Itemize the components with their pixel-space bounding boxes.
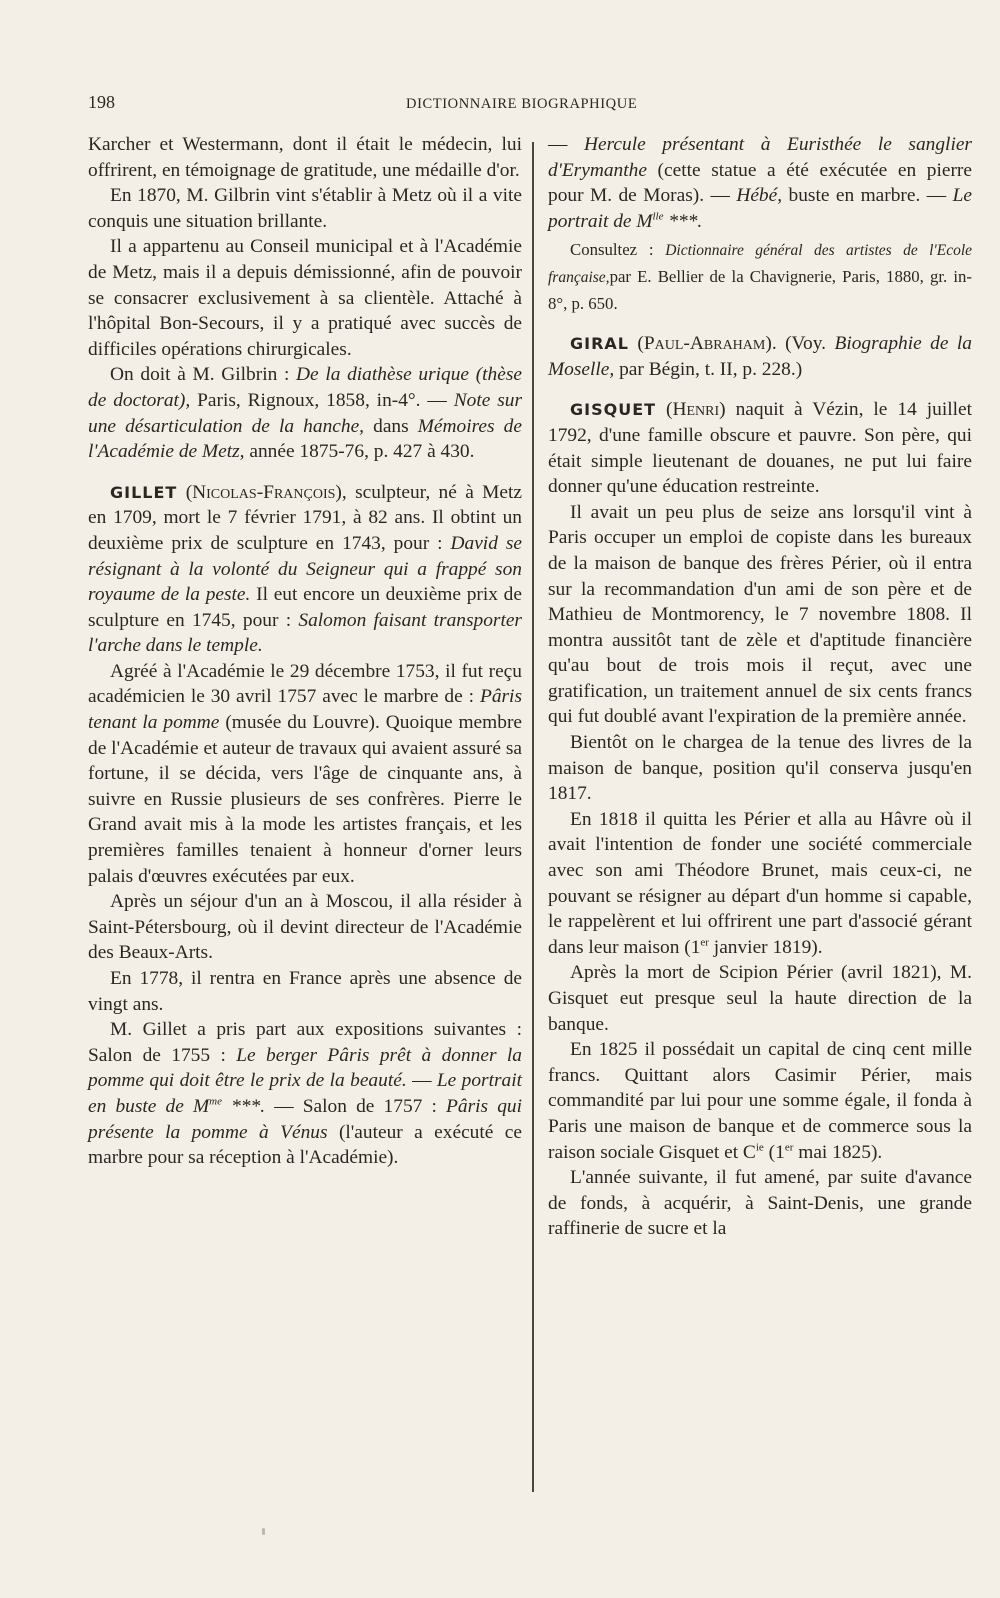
column-divider (532, 142, 534, 1492)
paragraph: Bientôt on le chargea de la tenue des livres de la maison de banque, position qu'il conserva jusqu'en 1817. (548, 732, 972, 805)
paragraph: En 1778, il rentra en France après une absence de vingt ans. (88, 968, 522, 1015)
entry-given-names: (Nicolas-François) (185, 481, 342, 503)
paragraph: Karcher et Westermann, dont il était le médecin, lui offrirent, en témoignage de gratitude, une médaille d'or. (88, 134, 522, 181)
paragraph: On doit à M. Gilbrin : De la diathèse urique (thèse de doctorat), Paris, Rignoux, 1858, in-4°. — Note sur une désarticulation de la hanche, dans Mémoires de l'Académie de Metz, année 1875-76, p. 427 à 430. (88, 364, 523, 463)
page-number: 198 (88, 92, 115, 112)
left-column (88, 132, 522, 1171)
paragraph: Agréé à l'Académie le 29 décembre 1753, il fut reçu académicien le 30 avril 1757 avec le marbre de : Pâris tenant la pomme (musée du Louvre). Quoique membre de l'Académie et auteur de travaux qui avaient assuré sa fortune, il se décida, vers l'âge de cinquante ans, à suivre en Russie plusieurs de ses confrères. Pierre le Grand avait mis à la mode les artistes français, et les premières familles tenaient à honneur d'orner leurs palais d'œuvres exécutées par eux. (88, 660, 523, 887)
paragraph: — Hercule présentant à Euristhée le sanglier d'Erymanthe (cette statue a été exécutée en pierre pour M. de Moras). — Hébé, buste en marbre. — Le portrait de $M^{lle}$ ***. (548, 134, 972, 232)
right-column (548, 132, 972, 1242)
paragraph: Il avait un peu plus de seize ans lorsqu'il vint à Paris occuper un emploi de copiste dans les bureaux de la maison de banque des frères Périer, où il entra sur la recommandation d'un ami de son père et de Mathieu de Montmorency, le 7 novembre 1808. Il montra aussitôt tant de zèle et d'aptitude financière qu'au bout de trois mois il reçut, avec une gratification, un traitement annuel de six cents francs qui fut doublé avant l'expiration de la première année. (548, 501, 972, 728)
paragraph: Il a appartenu au Conseil municipal et à l'Académie de Metz, mais il a depuis démissionné, afin de pouvoir se consacrer exclusivement à sa clientèle. Attaché à l'hôpital Bon-Secours, il y a pratiqué avec succès de difficiles opérations chirurgicales. (88, 236, 522, 360)
entry-gisquet: GISQUET (Henri) naquit à Vézin, le 14 juillet 1792, d'une famille obscure et pauvre. Son père, qui était simple lieutenant de douanes, ne put lui faire donner qu'une éducation restreinte. (548, 399, 972, 498)
entry-headword: GISQUET (570, 400, 657, 420)
reference-note: Consultez : Dictionnaire général des artistes de l'Ecole française,par E. Bellier de la Chavignerie, Paris, 1880, gr. in-8°, p. 650. (548, 240, 973, 313)
paragraph: En 1818 il quitta les Périer et alla au Hâvre où il avait l'intention de fonder une société commerciale avec son ami Théodore Brunet, mais ceux-ci, ne pouvant se résigner au départ d'un homme si capable, le rappelèrent et lui offrirent une part d'associé gérant dans leur maison (1er janvier 1819). (548, 808, 972, 958)
paragraph: M. Gillet a pris part aux expositions suivantes : Salon de 1755 : Le berger Pâris prêt à donner la pomme qui doit être le prix de la beauté. — Le portrait en buste de $M^{me}$ ***. — Salon de 1757 : Pâris qui présente la pomme à Vénus (l'auteur a exécuté ce marbre pour sa réception à l'Académie). (88, 1019, 523, 1169)
paragraph: Après la mort de Scipion Périer (avril 1821), M. Gisquet eut presque seul la haute direction de la banque. (548, 962, 972, 1035)
entry-giral: GIRAL (Paul-Abraham). (Voy. Biographie de la Moselle, par Bégin, t. II, p. 228.) (548, 333, 972, 380)
running-title: DICTIONNAIRE BIOGRAPHIQUE (406, 96, 638, 112)
paragraph: L'année suivante, il fut amené, par suite d'avance de fonds, à acquérir, à Saint-Denis, une grande raffinerie de sucre et la (548, 1167, 972, 1240)
paragraph: En 1825 il possédait un capital de cinq cent mille francs. Quittant alors Casimir Périer, mais commandité par lui pour une somme égale, il fonda à Paris une maison de banque et de commerce sous la raison sociale Gisquet et $C^{ie}$ (1er mai 1825). (548, 1039, 972, 1163)
paragraph: Après un séjour d'un an à Moscou, il alla résider à Saint-Pétersbourg, où il devint directeur de l'Académie des Beaux-Arts. (88, 891, 522, 964)
entry-headword: GILLET (110, 482, 178, 502)
entry-given-names: (Paul-Abraham) (637, 333, 772, 355)
paper-mark (262, 1528, 265, 1535)
entry-headword: GIRAL (570, 334, 629, 354)
entry-given-names: (Henri) (666, 399, 726, 421)
entry-gillet: GILLET (Nicolas-François), sculpteur, né à Metz en 1709, mort le 7 février 1791, à 82 ans. Il obtint un deuxième prix de sculpture en 1743, pour : David se résignant à la volonté du Seigneur qui a frappé son royaume de la peste. Il eut encore un deuxième prix de sculpture en 1745, pour : Salomon faisant transporter l'arche dans le temple. (88, 481, 522, 657)
page-header (88, 90, 978, 118)
paragraph: En 1870, M. Gilbrin vint s'établir à Metz où il a vite conquis une situation brillante. (88, 185, 522, 232)
